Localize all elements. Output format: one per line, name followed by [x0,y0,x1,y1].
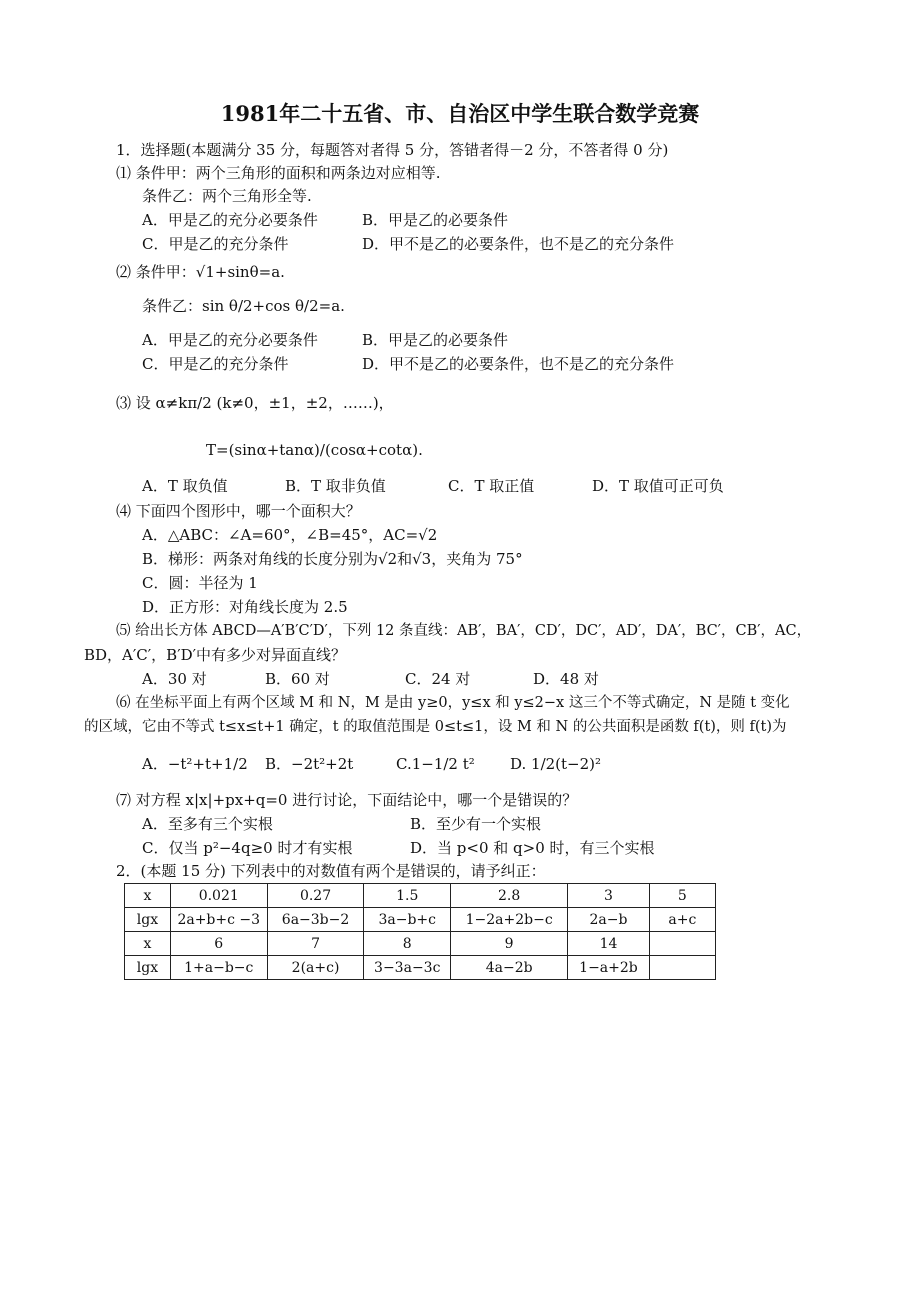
q1-7-option-b: B．至少有一个实根 [410,815,542,833]
table-cell: a+c [649,908,715,932]
q1-5-stem-line2: BD，A′C′，B′D′中有多少对异面直线？ [84,646,347,664]
q1-2-option-c: C．甲是乙的充分条件 [142,355,289,373]
q1-4-option-a: A．△ABC：∠A=60°，∠B=45°，AC=√2 [142,526,438,544]
q1-6-option-c: C.1−1/2 t² [396,755,475,773]
table-cell: 1−2a+2b−c [451,908,568,932]
table-cell: 5 [649,884,715,908]
log-value-table [124,883,716,980]
table-cell: 9 [451,932,568,956]
q1-7-option-c: C．仅当 p²−4q≥0 时才有实根 [142,839,353,857]
table-cell: 2a−b [568,908,650,932]
q1-2-option-a: A．甲是乙的充分必要条件 [142,331,318,349]
q1-6-option-b: B．−2t²+2t [265,755,354,773]
q1-1-condition-a: ⑴ 条件甲：两个三角形的面积和两条边对应相等. [116,164,441,182]
q1-1-option-c: C．甲是乙的充分条件 [142,235,289,253]
q1-heading: 1．选择题(本题满分 35 分，每题答对者得 5 分，答错者得－2 分，不答者得 0 分) [116,141,669,159]
table-cell: 8 [364,932,451,956]
table-cell: 1−a+2b [568,956,650,980]
q1-1-option-b: B．甲是乙的必要条件 [362,211,509,229]
q1-4-stem: ⑷ 下面四个图形中，哪一个面积大？ [116,502,361,520]
table-cell: 6a−3b−2 [267,908,364,932]
q1-5-option-d: D．48 对 [533,670,599,688]
q1-3-premise: ⑶ 设 α≠kπ/2 (k≠0，±1，±2，……)， [116,394,394,412]
table-cell: x [125,932,171,956]
table-row [125,884,716,908]
q1-1-option-a: A．甲是乙的充分必要条件 [142,211,318,229]
table-cell: 4a−2b [451,956,568,980]
q1-2-option-b: B．甲是乙的必要条件 [362,331,509,349]
table-cell: 2(a+c) [267,956,364,980]
table-cell [649,956,715,980]
q1-6-stem-line1: ⑹ 在坐标平面上有两个区域 M 和 N，M 是由 y≥0，y≤x 和 y≤2−x 这三个不等式确定，N 是随 t 变化 [116,695,790,711]
table-cell: x [125,884,171,908]
q1-2-condition-b: 条件乙：sin θ/2+cos θ/2=a. [142,297,345,315]
q1-2-option-d: D．甲不是乙的必要条件，也不是乙的充分条件 [362,355,675,373]
q2-heading: 2．(本题 15 分) 下列表中的对数值有两个是错误的，请予纠正： [116,862,546,880]
q1-7-option-a: A．至多有三个实根 [142,815,273,833]
table-cell: 0.27 [267,884,364,908]
q1-5-option-c: C．24 对 [405,670,471,688]
page-title: 1981年二十五省、市、自治区中学生联合数学竞赛 [220,101,700,126]
q1-7-stem: ⑺ 对方程 x|x|+px+q=0 进行讨论，下面结论中，哪一个是错误的？ [116,791,578,809]
table-cell: 1.5 [364,884,451,908]
table-cell: 3−3a−3c [364,956,451,980]
table-cell: 3a−b+c [364,908,451,932]
q1-3-option-b: B．T 取非负值 [285,477,386,495]
q1-6-stem-line2: 的区域，它由不等式 t≤x≤t+1 确定，t 的取值范围是 0≤t≤1，设 M 和 N 的公共面积是函数 f(t)，则 f(t)为 [84,719,787,735]
table-cell: 3 [568,884,650,908]
q1-5-option-a: A．30 对 [142,670,207,688]
q1-3-option-c: C．T 取正值 [448,477,535,495]
table-cell [649,932,715,956]
table-cell: 7 [267,932,364,956]
q1-4-option-b: B．梯形：两条对角线的长度分别为√2和√3，夹角为 75° [142,550,523,568]
q1-3-formula: T=(sinα+tanα)/(cosα+cotα). [206,441,423,459]
q1-1-condition-b: 条件乙：两个三角形全等. [142,187,312,205]
table-cell: 2.8 [451,884,568,908]
table-cell: 1+a−b−c [170,956,267,980]
table-cell: 0.021 [170,884,267,908]
table-row [125,908,716,932]
q1-3-option-a: A．T 取负值 [142,477,228,495]
q1-4-option-d: D．正方形：对角线长度为 2.5 [142,598,348,616]
q1-1-option-d: D．甲不是乙的必要条件，也不是乙的充分条件 [362,235,675,253]
table-cell: 2a+b+c −3 [170,908,267,932]
q1-5-option-b: B．60 对 [265,670,330,688]
table-cell: lgx [125,908,171,932]
q1-6-option-a: A．−t²+t+1/2 [142,755,248,773]
table-row [125,956,716,980]
table-cell: 14 [568,932,650,956]
q1-3-option-d: D．T 取值可正可负 [592,477,724,495]
table-cell: lgx [125,956,171,980]
q1-7-option-d: D．当 p<0 和 q>0 时，有三个实根 [410,839,655,857]
q1-4-option-c: C．圆：半径为 1 [142,574,258,592]
table-row [125,932,716,956]
table-cell: 6 [170,932,267,956]
q1-5-stem-line1: ⑸ 给出长方体 ABCD—A′B′C′D′，下列 12 条直线：AB′，BA′，CD′，DC′，AD′，DA′，BC′，CB′，AC， [116,623,812,639]
q1-6-option-d: D. 1/2(t−2)² [510,755,602,773]
q1-2-condition-a: ⑵ 条件甲：√1+sinθ=a. [116,263,285,281]
